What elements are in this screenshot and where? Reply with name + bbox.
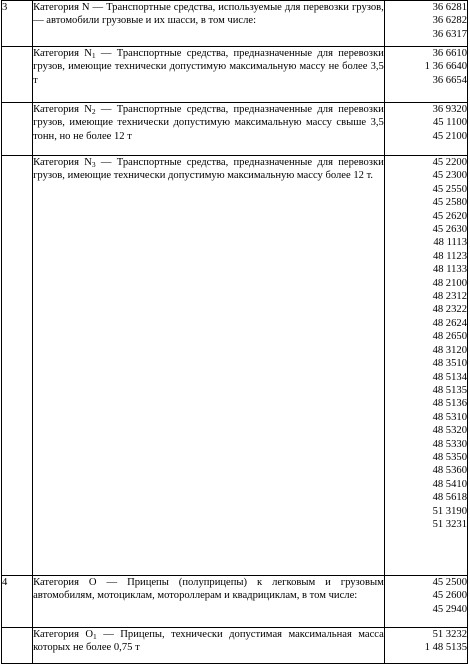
code-value: 48 2650 bbox=[432, 331, 467, 343]
table-row bbox=[2, 628, 468, 664]
table-row bbox=[2, 1, 468, 47]
category-subscript: 1 bbox=[91, 51, 96, 60]
code-value: 36 9320 bbox=[432, 104, 467, 115]
row-number: 3 bbox=[2, 1, 33, 47]
code-value: 48 3510 bbox=[432, 358, 467, 370]
category-description bbox=[33, 47, 385, 103]
code-value: 36 6610 bbox=[432, 48, 467, 59]
category-description bbox=[33, 1, 385, 47]
code-value: 1 48 5135 bbox=[424, 642, 467, 654]
category-description bbox=[33, 576, 385, 628]
code-value: 48 1113 bbox=[433, 237, 467, 249]
code-value: 48 1123 bbox=[432, 250, 467, 262]
code-value: 48 5618 bbox=[432, 492, 467, 504]
code-value: 45 1100 bbox=[432, 117, 467, 129]
code-value: 51 3232 bbox=[432, 629, 467, 640]
code-value: 45 2550 bbox=[432, 183, 467, 195]
description-text: Категория N — Транспортные средства, используемые для перевозки грузов, — автомобили грузовые и их шасси, в том числе: bbox=[33, 2, 384, 27]
table-row bbox=[2, 103, 468, 156]
category-subscript: 2 bbox=[91, 107, 96, 116]
code-value: 51 3190 bbox=[432, 505, 467, 517]
table-row bbox=[2, 576, 468, 628]
row-number bbox=[2, 103, 33, 156]
code-list bbox=[384, 156, 467, 576]
description-text: Категория О — Прицепы (полуприцепы) к легковым и грузовым автомобилям, мотоциклам, мотороллерам и квадрициклам, в том числе: bbox=[33, 577, 384, 602]
code-value: 48 5360 bbox=[432, 465, 467, 477]
category-description bbox=[33, 628, 385, 664]
description-text: — Транспортные средства, предназначенные для перевозки грузов, имеющие технически допустимую максимальную массу не более 3,5 т bbox=[33, 48, 384, 86]
code-list bbox=[384, 103, 467, 156]
category-table bbox=[1, 0, 468, 664]
code-value: 36 6282 bbox=[432, 15, 467, 27]
code-value: 48 5350 bbox=[432, 451, 467, 463]
category-description bbox=[33, 156, 385, 576]
code-value: 51 3231 bbox=[432, 518, 467, 530]
code-value: 45 2500 bbox=[432, 577, 467, 588]
code-value: 36 6281 bbox=[432, 2, 467, 13]
category-description bbox=[33, 103, 385, 156]
code-value: 48 5320 bbox=[432, 425, 467, 437]
description-text: — Транспортные средства, предназначенные для перевозки грузов, имеющие технически допустимую максимальную массу свыше 3,5 тонн, но не более 12 т bbox=[33, 104, 384, 142]
code-value: 48 5330 bbox=[432, 438, 467, 450]
code-value: 48 5410 bbox=[432, 478, 467, 490]
description-prefix: Категория N bbox=[33, 104, 92, 115]
code-value: 48 2100 bbox=[432, 277, 467, 289]
code-value: 36 6654 bbox=[432, 74, 467, 86]
code-value: 1 36 6640 bbox=[424, 61, 467, 73]
code-value: 48 1133 bbox=[432, 264, 467, 276]
description-prefix: Категория О bbox=[33, 629, 94, 640]
row-number bbox=[2, 47, 33, 103]
row-number bbox=[2, 628, 33, 664]
table-row bbox=[2, 47, 468, 103]
code-value: 48 5310 bbox=[432, 411, 467, 423]
row-number: 4 bbox=[2, 576, 33, 628]
code-value: 45 2580 bbox=[432, 197, 467, 209]
code-value: 45 2200 bbox=[432, 157, 467, 168]
code-value: 48 2312 bbox=[432, 291, 467, 303]
code-value: 45 2940 bbox=[432, 603, 467, 615]
code-value: 36 6317 bbox=[432, 28, 467, 40]
code-value: 48 2624 bbox=[432, 317, 467, 329]
description-text: — Прицепы, технически допустимая максимальная масса которых не более 0,75 т bbox=[33, 629, 384, 654]
code-value: 45 2630 bbox=[432, 224, 467, 236]
description-text: — Транспортные средства, предназначенные для перевозки грузов, имеющие технически допустимую максимальную массу более 12 т. bbox=[33, 157, 384, 182]
code-list bbox=[384, 576, 467, 628]
code-value: 48 3120 bbox=[432, 344, 467, 356]
code-value: 48 5136 bbox=[432, 398, 467, 410]
code-value: 45 2100 bbox=[432, 130, 467, 142]
code-value: 48 5134 bbox=[432, 371, 467, 383]
code-value: 48 5135 bbox=[432, 384, 467, 396]
code-list bbox=[384, 1, 467, 47]
code-list bbox=[384, 628, 467, 664]
category-subscript: 3 bbox=[91, 160, 96, 169]
table-row bbox=[2, 156, 468, 576]
category-subscript: 1 bbox=[93, 632, 97, 641]
code-value: 45 2300 bbox=[432, 170, 467, 182]
code-value: 45 2600 bbox=[432, 590, 467, 602]
code-value: 48 2322 bbox=[432, 304, 467, 316]
code-value: 45 2620 bbox=[432, 210, 467, 222]
code-list bbox=[384, 47, 467, 103]
description-prefix: Категория N bbox=[33, 157, 92, 168]
description-prefix: Категория N bbox=[33, 48, 92, 59]
row-number bbox=[2, 156, 33, 576]
